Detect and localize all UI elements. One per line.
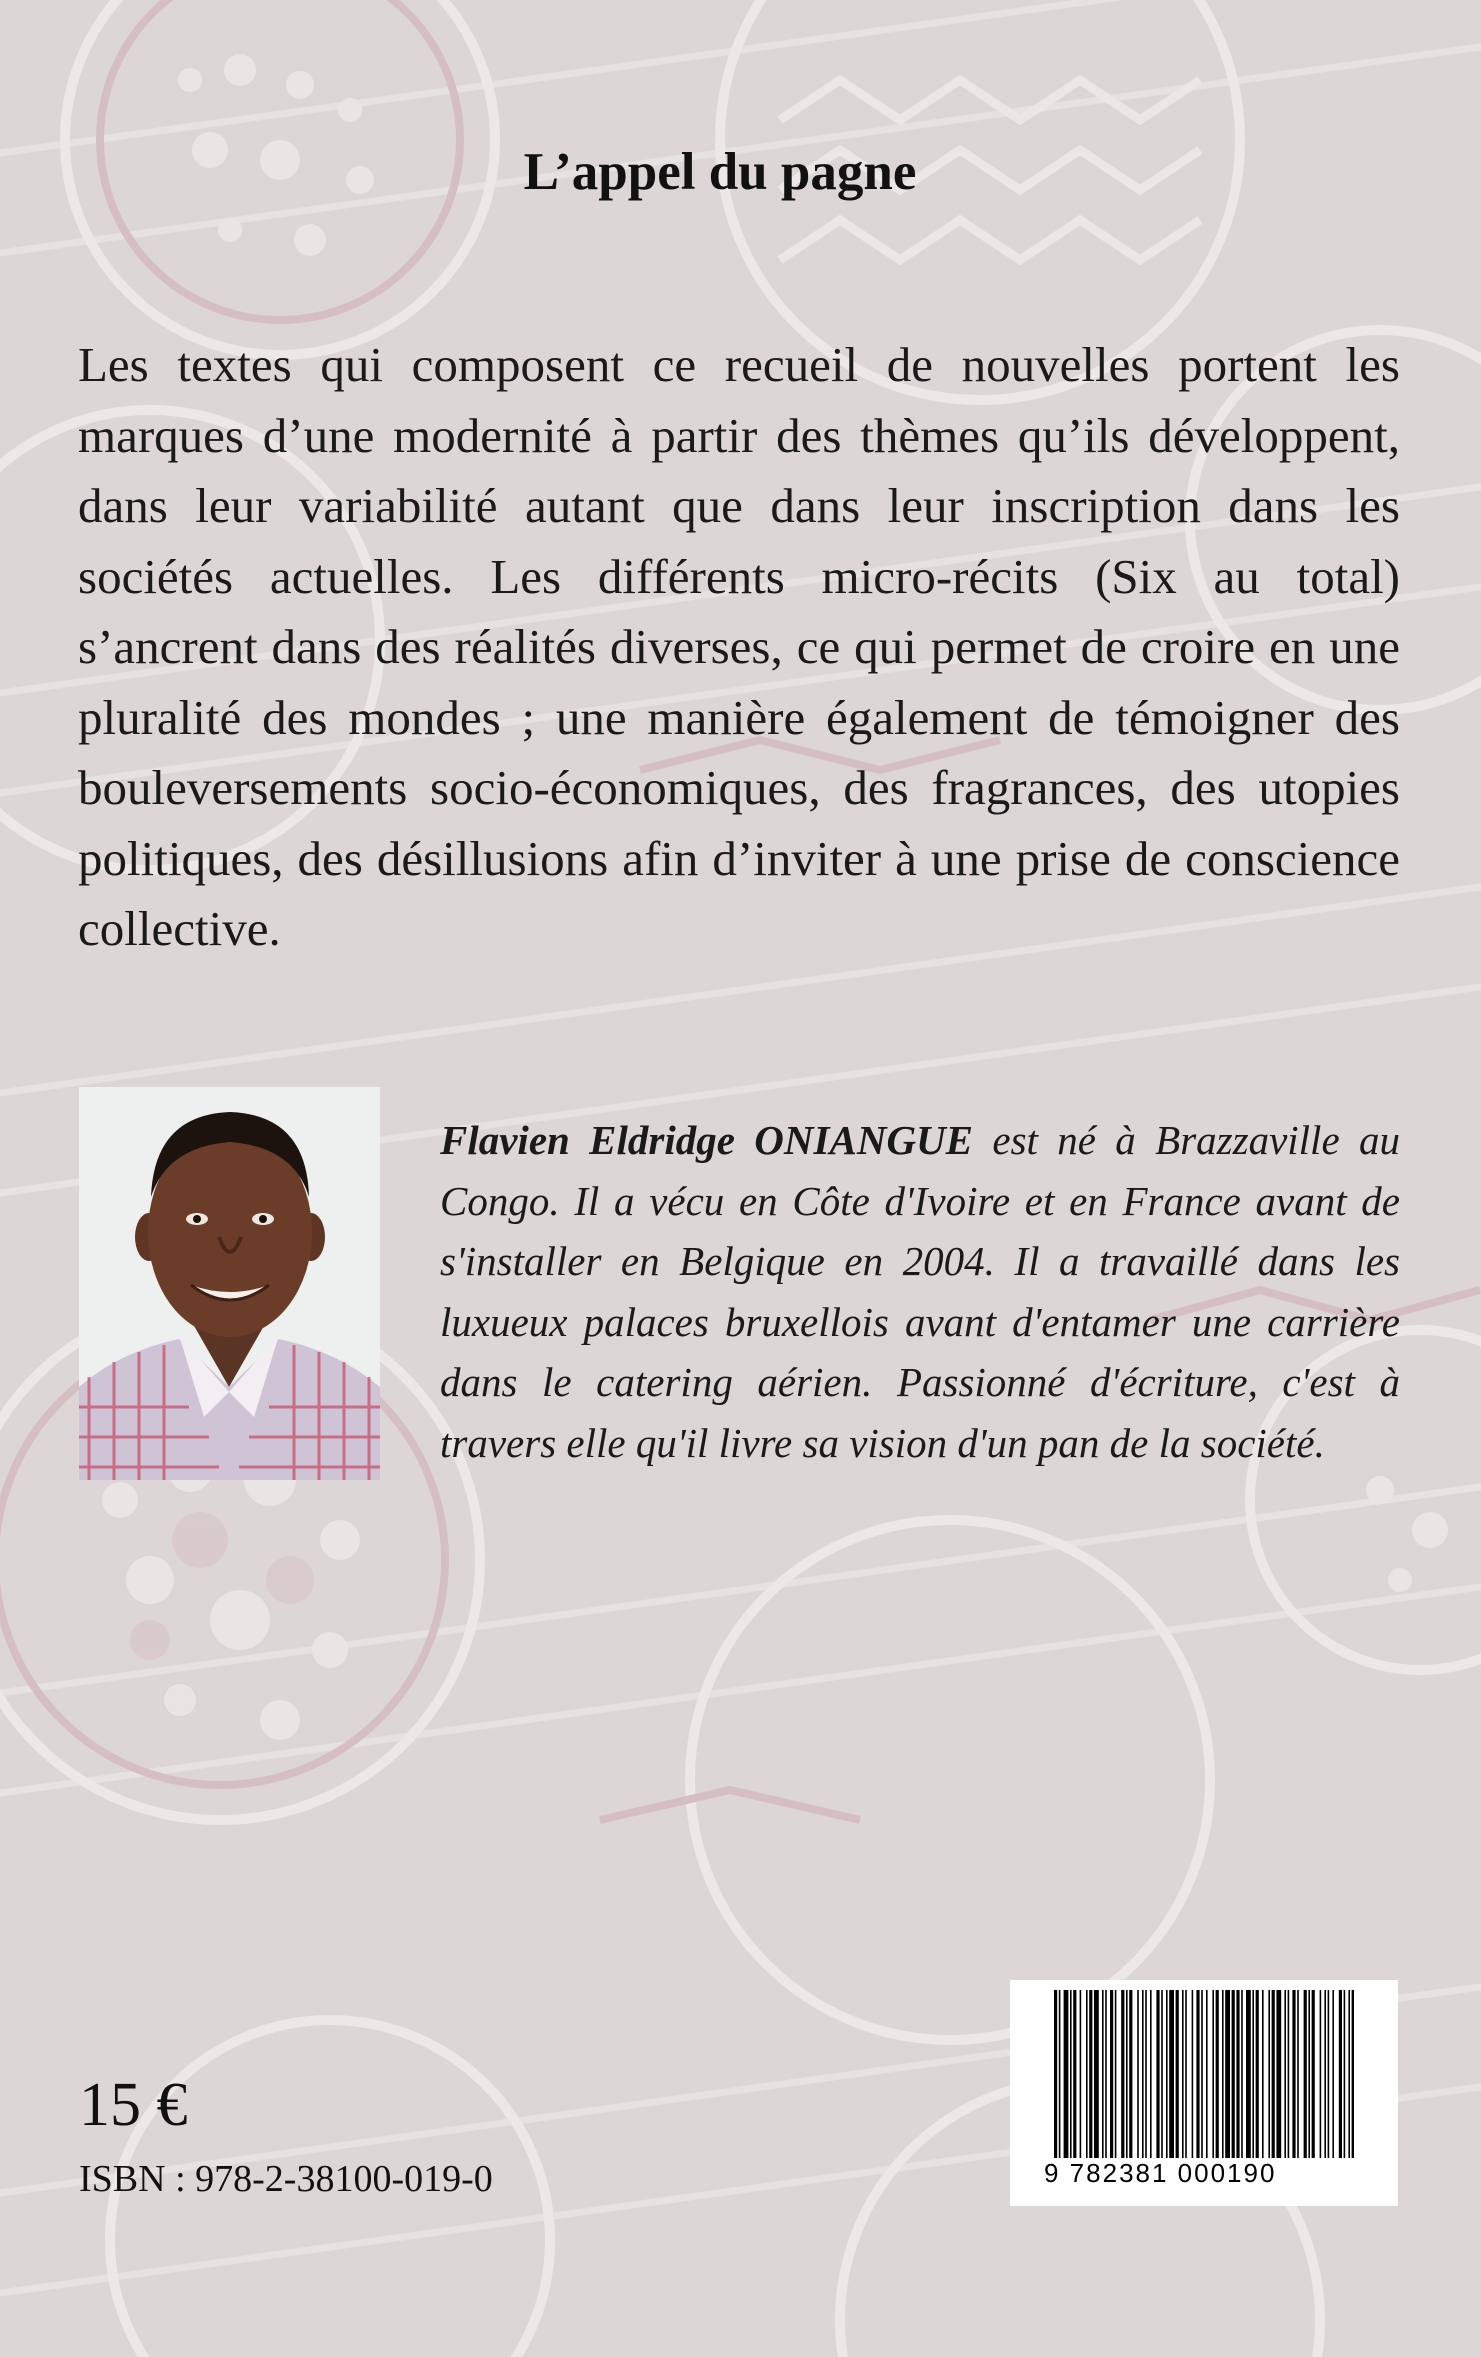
barcode-bar	[1126, 1990, 1128, 2158]
barcode-bar	[1312, 1990, 1315, 2158]
barcode-bar	[1192, 1990, 1194, 2158]
barcode-bar	[1145, 1990, 1147, 2158]
barcode-bar	[1110, 1990, 1113, 2158]
barcode-bar	[1156, 1990, 1159, 2158]
barcode-bar	[1115, 1990, 1117, 2158]
barcode-bar	[1196, 1990, 1199, 2158]
barcode-bar	[1348, 1990, 1350, 2158]
barcode-bar	[1241, 1990, 1243, 2158]
barcode-bar	[1339, 1990, 1342, 2158]
barcode-bar	[1344, 1990, 1346, 2158]
barcode	[1010, 1980, 1398, 2206]
barcode-bar	[1225, 1990, 1230, 2158]
barcode-bar	[1086, 1990, 1088, 2158]
barcode-bar	[1232, 1990, 1235, 2158]
barcode-bar	[1054, 1990, 1057, 2158]
barcode-bar	[1070, 1990, 1072, 2158]
barcode-bar	[1166, 1990, 1168, 2158]
barcode-bar	[1324, 1990, 1326, 2158]
barcode-bar	[1288, 1990, 1290, 2158]
barcode-bar	[1292, 1990, 1295, 2158]
barcode-bar	[1297, 1990, 1299, 2158]
author-photo	[79, 1087, 380, 1480]
barcode-bar	[1080, 1990, 1082, 2158]
barcode-digits: 9 782381 000190	[1044, 2158, 1277, 2188]
barcode-bar	[1276, 1990, 1281, 2158]
barcode-bar	[1161, 1990, 1163, 2158]
barcode-bar	[1308, 1990, 1310, 2158]
barcode-bar	[1182, 1990, 1184, 2158]
barcode-bar	[1094, 1990, 1099, 2158]
price: 15 €	[79, 2071, 188, 2139]
barcode-bar	[1059, 1990, 1061, 2158]
barcode-bar	[1089, 1990, 1092, 2158]
barcode-bar	[1284, 1990, 1286, 2158]
barcode-bar	[1201, 1990, 1203, 2158]
barcode-bar	[1252, 1990, 1254, 2158]
author-bio-text: est né à Brazzaville au Congo. Il a vécu en Côte d'Ivoire et en France avant de s'installer en Belgique en 2004. Il a travaillé dans les luxueux palaces bruxellois avant d'entamer une carrière dans le catering aérien. Passionné d'écriture, c'est à travers elle qu'il livre sa vision d'un pan de la société.	[440, 1117, 1400, 1466]
isbn: ISBN : 978-2-38100-019-0	[79, 2158, 493, 2200]
barcode-bar	[1105, 1990, 1107, 2158]
barcode-bar	[1102, 1990, 1104, 2158]
barcode-bars	[1054, 1990, 1354, 2158]
barcode-bar	[1320, 1990, 1322, 2158]
book-blurb: Les textes qui composent ce recueil de nouvelles portent les marques d’une modernité à partir des thèmes qu’ils développent, dans leur variabilité autant que dans leur inscription dans les sociétés actuelles. Les différents micro-récits (Six au total) s’ancrent dans des réalités diverses, ce qui permet de croire en une pluralité des mondes ; une manière également de témoigner des bouleversements socio-économiques, des fragrances, des utopies politiques, des désillusions afin d’inviter à une prise de conscience collective.	[78, 337, 1400, 956]
barcode-bar	[1332, 1990, 1334, 2158]
barcode-bar	[1150, 1990, 1152, 2158]
barcode-bar	[1262, 1990, 1264, 2158]
barcode-bar	[1206, 1990, 1208, 2158]
author-bio	[440, 1110, 1400, 1473]
barcode-bar	[1169, 1990, 1174, 2158]
barcode-bar	[1236, 1990, 1239, 2158]
barcode-bar	[1137, 1990, 1139, 2158]
barcode-bar	[1352, 1990, 1354, 2158]
barcode-bar	[1142, 1990, 1144, 2158]
barcode-bar	[1216, 1990, 1219, 2158]
barcode-bar	[1129, 1990, 1132, 2158]
book-title: L’appel du pagne	[523, 143, 917, 201]
barcode-bar	[1176, 1990, 1179, 2158]
barcode-bar	[1222, 1990, 1224, 2158]
barcode-bar	[1272, 1990, 1275, 2158]
barcode-bar	[1328, 1990, 1330, 2158]
barcode-bar	[1121, 1990, 1124, 2158]
barcode-bar	[1268, 1990, 1270, 2158]
barcode-bar	[1304, 1990, 1307, 2158]
barcode-bar	[1185, 1990, 1187, 2158]
barcode-bar	[1246, 1990, 1251, 2158]
barcode-bar	[1073, 1990, 1076, 2158]
barcode-bar	[1212, 1990, 1214, 2158]
barcode-bar	[1256, 1990, 1259, 2158]
barcode-bar	[1064, 1990, 1069, 2158]
author-name: Flavien Eldridge ONIANGUE	[440, 1117, 974, 1163]
